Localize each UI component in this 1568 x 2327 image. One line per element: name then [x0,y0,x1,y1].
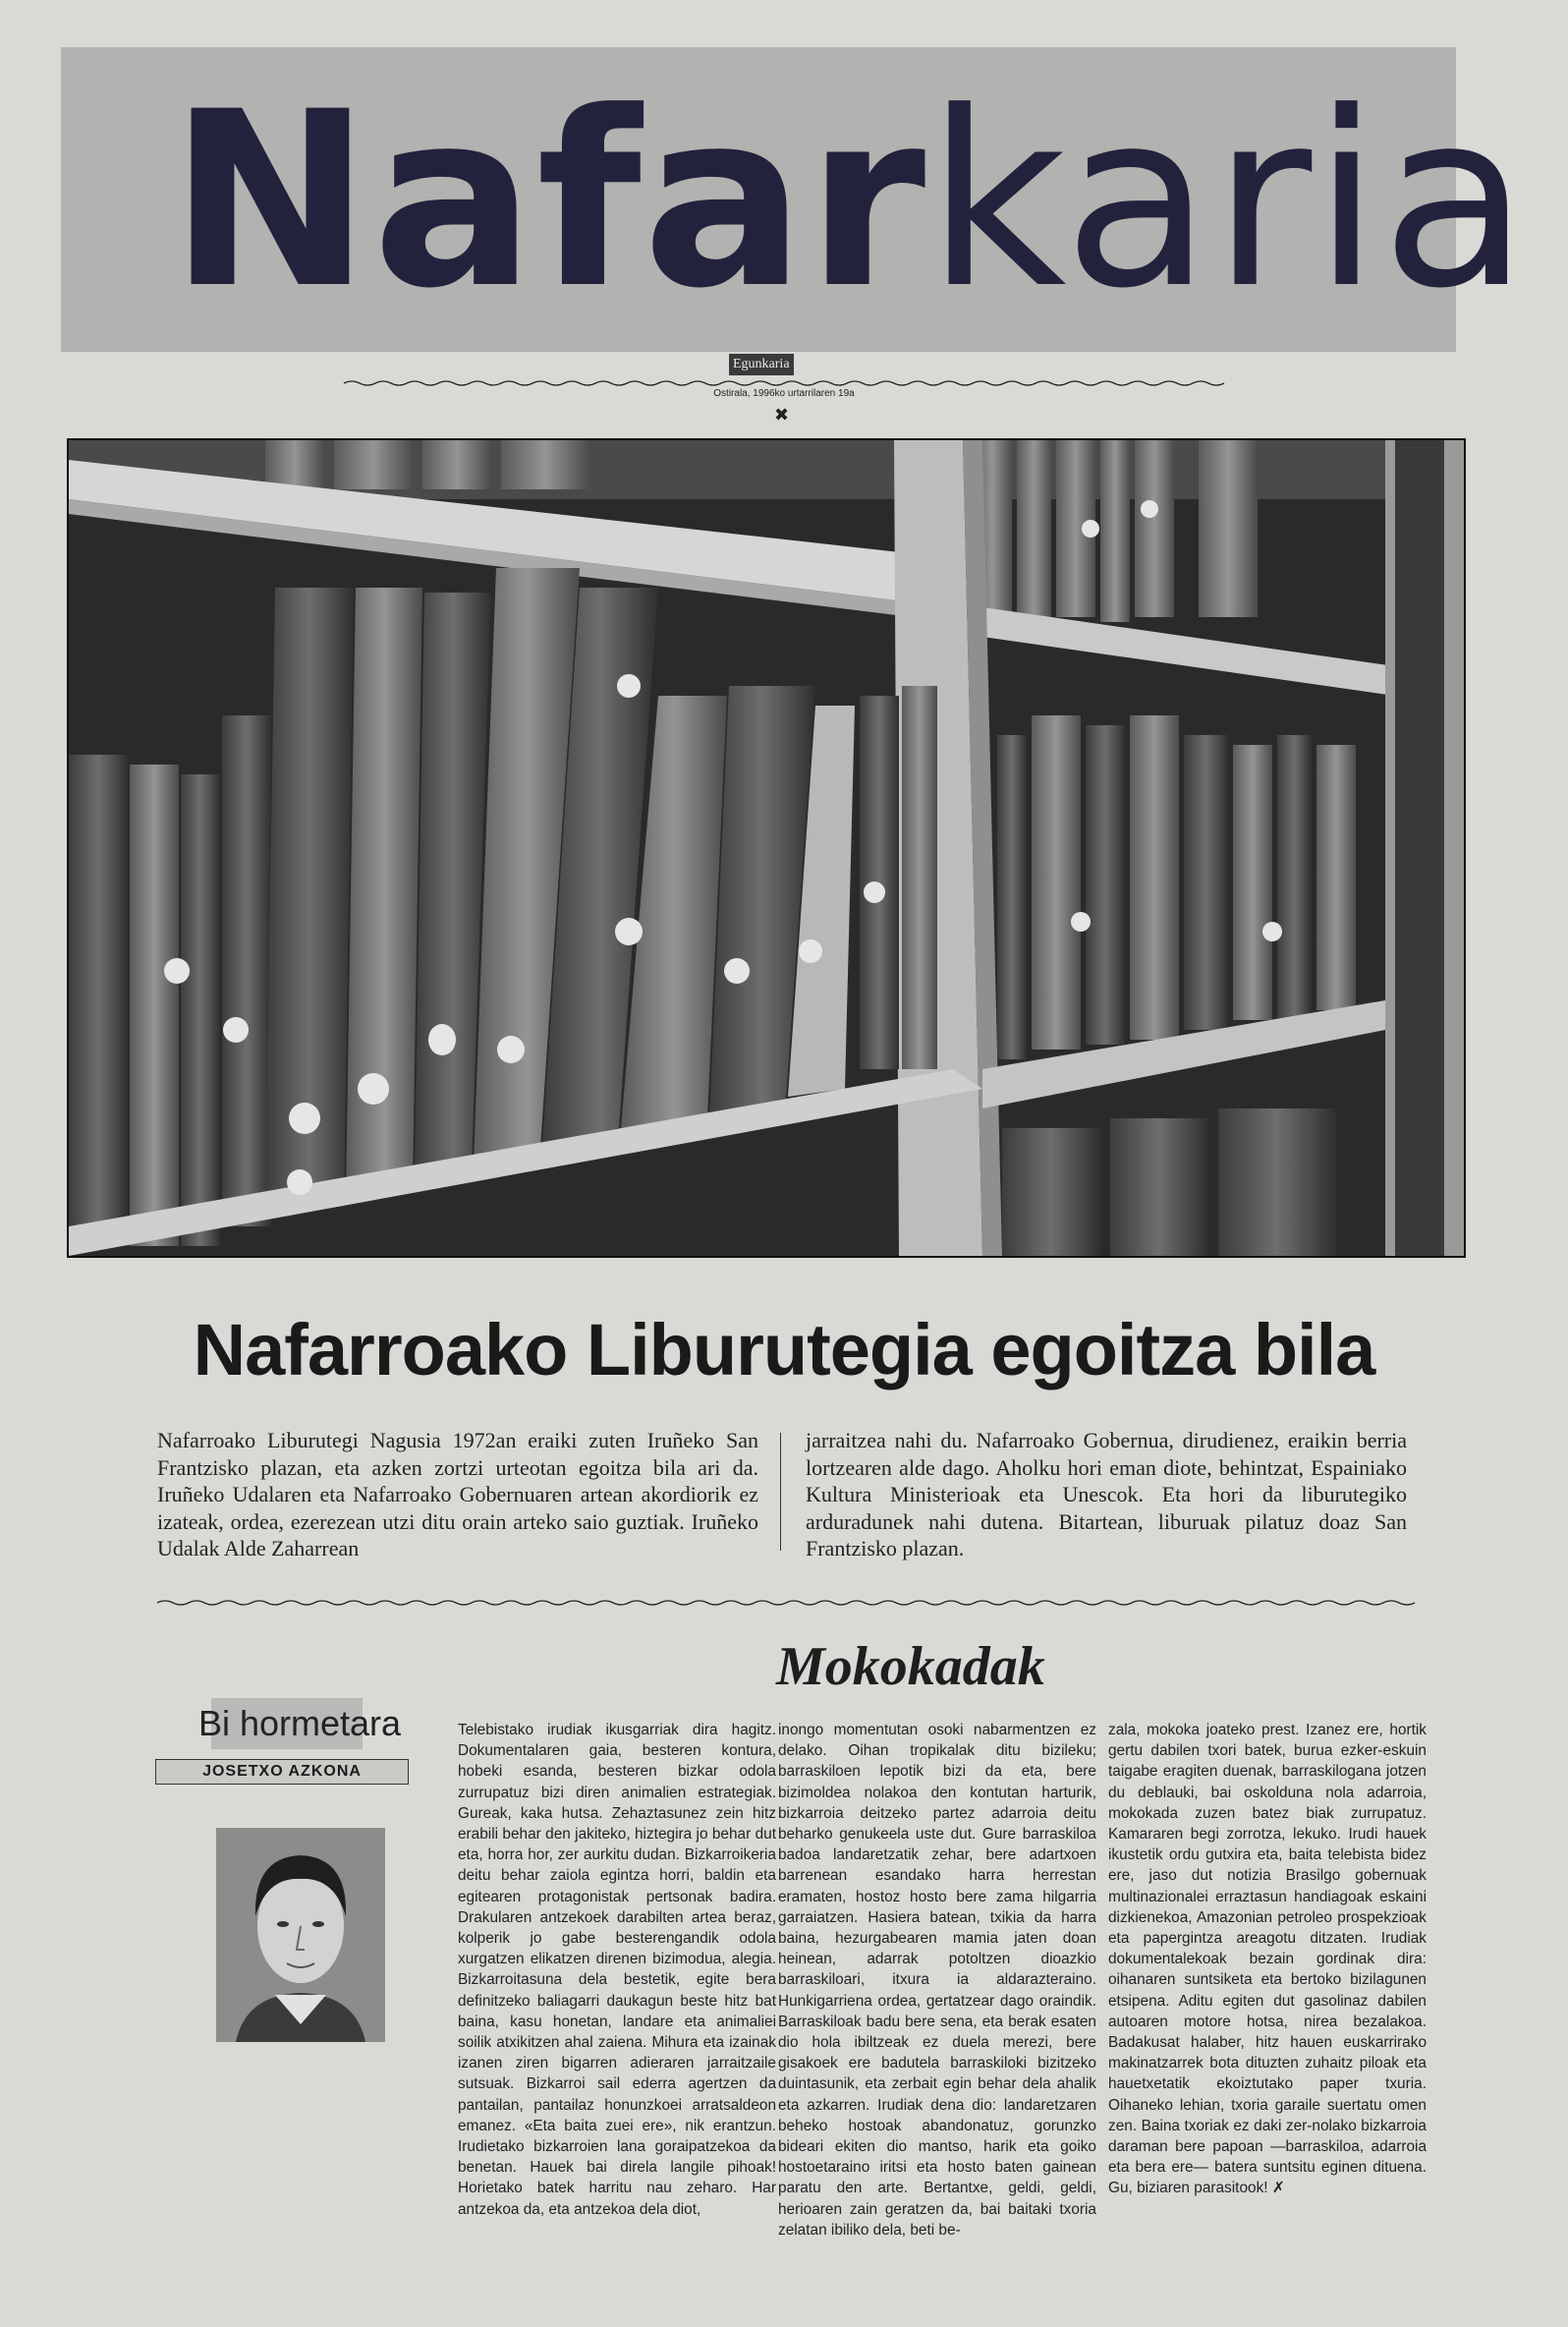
publisher-badge: Egunkaria [729,354,794,375]
opinion-column-1: Telebistako irudiak ikusgarriak dira hagitz. Dokumentalaren gaia, besteren kontura, hobeki esanda, besteren bizkar odola zurrupatuz bizi diren animalien estrategiak. Gureak, kaka hutsa. Zehaztasunez zein hitz erabili behar den jakiteko, hiztegira jo behar dut eta, horra hor, zer aurkitu dudan. Bizkarroikeria deitu behar zaiola egintza horri, baldin eta egitearen protagonistak pertsonak badira. Drakularen antzekoek darabilten artea beraz, kolperik jo gabe besterengandik odola xurgatzen elikatzen direnen bizimodua, alegia. Bizkarroitasuna dela bestetik, egite bera definitzeko baliagarri daukagun beste hitz bat baina, kasu honetan, landare eta animaliei soilik atxikitzen ahal zaiena. Mihura eta izainak izanen ziren bigarren adieraren jarraitzaile sutsuak. Bizkarroi sail ederra agertzen da pantailan, pantailaz honunzkoei arratsaldeon emanez. «Eta baita zuei ere», nik erantzun. Irudietako bizkarroien lana goraipatzekoa da benetan. Hauek bai direla langile pihoak! Horietako batek harritu nau zeharo. Har antzekoa da, eta antzekoa dela diot, [458,1722,776,2218]
masthead-title-light: karia [926,61,1531,342]
column-title: Bi hormetara [197,1703,402,1743]
masthead-title-bold: Nafar [169,61,927,342]
masthead-banner [61,47,1531,352]
lead-column-divider [780,1433,781,1551]
bookshelf-photo-icon [69,440,1464,1256]
opinion-column-2: inongo momentutan osoki nabarmentzen ez delako. Oihan tropikalak ditu bizileku; barraskiloen lepotik bizi da eta, bere bizimoldea nolakoa den kontutan harturik, bizkarroia deitzeko partez adarroia deitu beharko genukeela uste dut. Gure barraskiloa badoa landaretzatik zehar, bere adartxoen barrenean esandako harra herrestan eramaten, hostoz hosto bere zama hilgarria garraiatzen. Hasiera batean, txikia da harra baina, hezurgabearen mamia jaten doan heinean, adarrak potoltzen dioazkio barraskiloari, itxura ia aldarazteraino. Hunkigarriena ordea, gertatzear dago oraindik. Barraskiloak badu bere sena, eta berak esaten dio hola ibiltzeak ez duela merezi, bere gisakoek ere badutela barraskiloki bizitzeko duintasunik, eta zerbait egin behar dela ahalik eta azkarren. Irudiak dena dio: landaretzaren beheko hostoak abandonatuz, gorunzko bideari ekiten dio mantso, harik eta goiko hostoetaraino iritsi eta hosto baten gainean paratu den arte. Bertantxe, geldi, geldi, herioaren zain geratzen da, bai baitaki txoria zelatan ibiliko dela, beti be- [778,1722,1096,2239]
article-lead-left: Nafarroako Liburutegi Nagusia 1972an eraiki zuten Iruñeko San Frantzisko plazan, eta azken zortzi urteotan egoitza bila ari da. Iruñeko Udalaren eta Nafarroako Gobernuaren artean akordiorik ez izateak, ordea, ezerezean utzi ditu orain arteko saio guztiak. Iruñeko Udalak Alde Zaharrean [157,1428,758,1561]
section-title: Mokokadak [776,1636,1045,1697]
bookshelf-photo [67,438,1466,1258]
opinion-column-3: zala, mokoka joateko prest. Izanez ere, hortik gertu dabilen txori batek, burua ezker-eskuin taigabe eragiten duenak, barraskilogana jotzen du deblauki, bai oskolduna nola adarroia, mokokada zuzen batez biak zurrupatuz. Kamararen begi zorrotza, lekuko. Irudi hauek ikustetik ordu gutxira eta, baita telebista bidez ere, jaso dut notizia Brasilgo gobernuak multinazionalei erraztasun handiagoak eskaini dizkienekoa, Amazonian petroleo prospekzioak eta papergintza areagotu ditzaten. Irudiak dokumentalekoak bezain gordinak dira: oihanaren suntsiketa eta bertoko bizilagunen etsipena. Aditu egiten dut gasolinaz dabilen autoaren motore hotsa, nirea bezalakoa. Badakusat halaber, hitz hauen euskarrirako makinatzarrek bota dituzten zuhaitz piloak eta hauetxetatik ekoiztutako paper txuria. Oihaneko lehian, txoria garaile suertatu omen zen. Baina txoriak ez daki zer-nolako bizkarroia daraman bere papoan —barraskiloa, adarroia eta bera ere— batera suntsitu eginen dituena. Gu, biziaren parasitook! ✗ [1108,1722,1427,2197]
cross-icon: ✖ [774,405,790,426]
dateline: Ostirala, 1996ko urtarrilaren 19a [713,388,855,399]
author-byline: JOSETXO AZKONA [155,1759,409,1785]
article-headline: Nafarroako Liburutegia egoitza bila [193,1309,1375,1391]
article-lead-right: jarraitzea nahi du. Nafarroako Gobernua, dirudienez, eraikin berria lortzearen alde dago. Aholku hori eman diote, behintzat, Espainiako Kultura Ministerioak eta Unescok. Eta hori da liburutegiko arduradunek nahi dutena. Bitartean, liburuak pilatuz doaz San Frantzisko plazan. [806,1428,1407,1561]
masthead-title [169,59,1530,344]
author-portrait [216,1828,385,2042]
author-portrait-icon [216,1828,385,2042]
section-wave-rule [157,1598,1415,1608]
masthead-wave-rule [344,378,1224,388]
